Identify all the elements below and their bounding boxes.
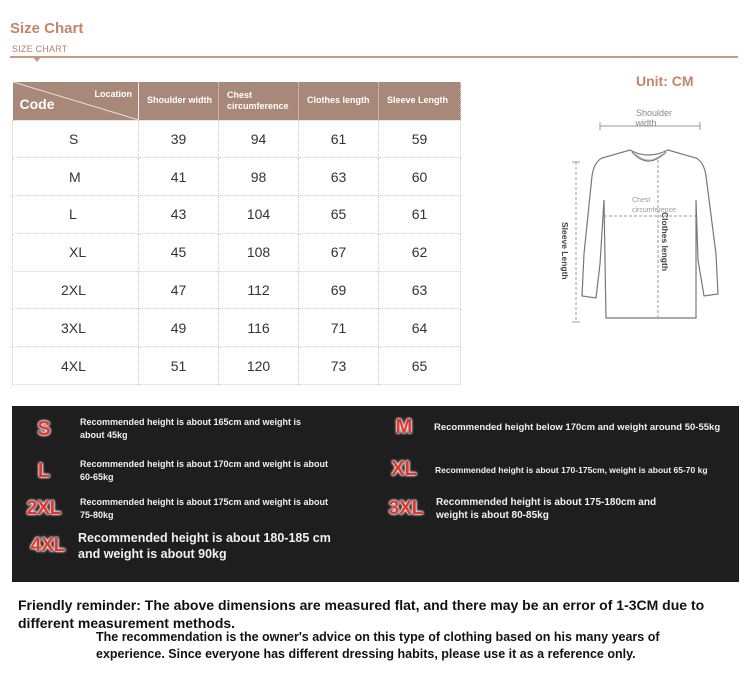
clothes-length-label: Clothes length	[660, 212, 670, 272]
chest-cell: 116	[219, 309, 299, 347]
size-badge: XL	[391, 458, 417, 480]
table-row	[13, 158, 461, 196]
recommendation-text: Recommended height is about 170cm and weight is about 60-65kg	[80, 459, 329, 482]
table-header-row	[13, 82, 461, 120]
recommendation-s	[22, 416, 322, 442]
size-badge: 2XL	[26, 498, 62, 519]
table-corner-header	[13, 82, 139, 120]
recommendation-text: Recommended height is about 175cm and weight is about 75-80kg	[80, 497, 329, 520]
chest-label-1: Chest	[632, 197, 651, 204]
recommendation-text: Recommended height is about 180-185 cm and weight is about 90kg	[78, 531, 331, 561]
size-cell: XL	[13, 233, 139, 271]
table-row	[13, 196, 461, 234]
recommendation-disclaimer: The recommendation is the owner's advice on this type of clothing based on his many years of experience. Since everyone has different dressing habits, please use it as a reference only.	[96, 630, 660, 661]
garment-diagram	[556, 104, 728, 332]
shoulder-cell: 45	[139, 233, 219, 271]
friendly-reminder: Friendly reminder: The above dimensions are measured flat, and there may be an error of 1-3CM due to different measurement methods.	[18, 597, 705, 631]
shoulder-label-2: width	[635, 118, 657, 128]
corner-code-label: Code	[19, 96, 55, 112]
recommendation-m	[382, 416, 722, 439]
column-header-sleeve-length: Sleeve Length	[379, 82, 461, 120]
chest-cell: 112	[219, 271, 299, 309]
table-row	[13, 271, 461, 309]
header-divider	[10, 56, 738, 58]
clothes-length-cell: 71	[299, 309, 379, 347]
recommendation-l	[22, 458, 342, 484]
clothes-length-cell: 61	[299, 120, 379, 158]
table-row	[13, 120, 461, 158]
recommendation-text: Recommended height is about 175-180cm and weight is about 80-85kg	[436, 497, 657, 521]
chest-cell: 104	[219, 196, 299, 234]
size-cell: S	[13, 120, 139, 158]
sleeve-label: Sleeve Length	[560, 222, 570, 280]
corner-location-label: Location	[94, 89, 132, 99]
size-badge: L	[37, 459, 51, 482]
table-row	[13, 309, 461, 347]
recommendation-2xl	[22, 496, 342, 522]
chest-cell: 120	[219, 347, 299, 385]
size-cell: 3XL	[13, 309, 139, 347]
page-title: Size Chart	[10, 20, 84, 37]
shoulder-cell: 51	[139, 347, 219, 385]
table-row	[13, 233, 461, 271]
size-cell: L	[13, 196, 139, 234]
shoulder-cell: 49	[139, 309, 219, 347]
page-subtitle: SIZE CHART	[12, 44, 68, 54]
chest-cell: 94	[219, 120, 299, 158]
size-cell: 4XL	[13, 347, 139, 385]
shoulder-cell: 41	[139, 158, 219, 196]
clothes-length-cell: 69	[299, 271, 379, 309]
chest-cell: 108	[219, 233, 299, 271]
sleeve-length-cell: 65	[379, 347, 461, 385]
sleeve-length-cell: 62	[379, 233, 461, 271]
column-header-shoulder: Shoulder width	[139, 82, 219, 120]
size-badge: S	[37, 417, 51, 440]
chest-cell: 98	[219, 158, 299, 196]
shoulder-cell: 43	[139, 196, 219, 234]
sleeve-length-cell: 61	[379, 196, 461, 234]
clothes-length-cell: 63	[299, 158, 379, 196]
shoulder-cell: 47	[139, 271, 219, 309]
sleeve-length-cell: 63	[379, 271, 461, 309]
chest-label-2: circumference	[632, 207, 676, 214]
column-header-clothes-length: Clothes length	[299, 82, 379, 120]
size-cell: M	[13, 158, 139, 196]
recommendation-text: Recommended height is about 170-175cm, weight is about 65-70 kg	[435, 464, 708, 475]
recommendation-4xl	[26, 530, 356, 562]
sleeve-length-cell: 59	[379, 120, 461, 158]
column-header-chest: Chest circumference	[219, 82, 299, 120]
recommendation-xl	[382, 458, 732, 481]
recommendation-text: Recommended height below 170cm and weight around 50-55kg	[434, 422, 721, 433]
size-table	[12, 82, 461, 385]
header-divider-notch	[32, 56, 42, 62]
size-badge: 4XL	[30, 535, 66, 556]
size-cell: 2XL	[13, 271, 139, 309]
clothes-length-cell: 65	[299, 196, 379, 234]
sleeve-length-cell: 60	[379, 158, 461, 196]
clothes-length-cell: 73	[299, 347, 379, 385]
clothes-length-cell: 67	[299, 233, 379, 271]
recommendation-text: Recommended height is about 165cm and weight is about 45kg	[80, 417, 302, 440]
shoulder-label-1: Shoulder	[635, 108, 673, 118]
size-badge: M	[395, 416, 413, 438]
sleeve-length-cell: 64	[379, 309, 461, 347]
unit-label: Unit: CM	[636, 73, 694, 89]
table-row	[13, 347, 461, 385]
shoulder-cell: 39	[139, 120, 219, 158]
recommendation-3xl	[384, 496, 724, 522]
shirt-outline	[582, 150, 718, 318]
size-badge: 3XL	[388, 498, 424, 519]
